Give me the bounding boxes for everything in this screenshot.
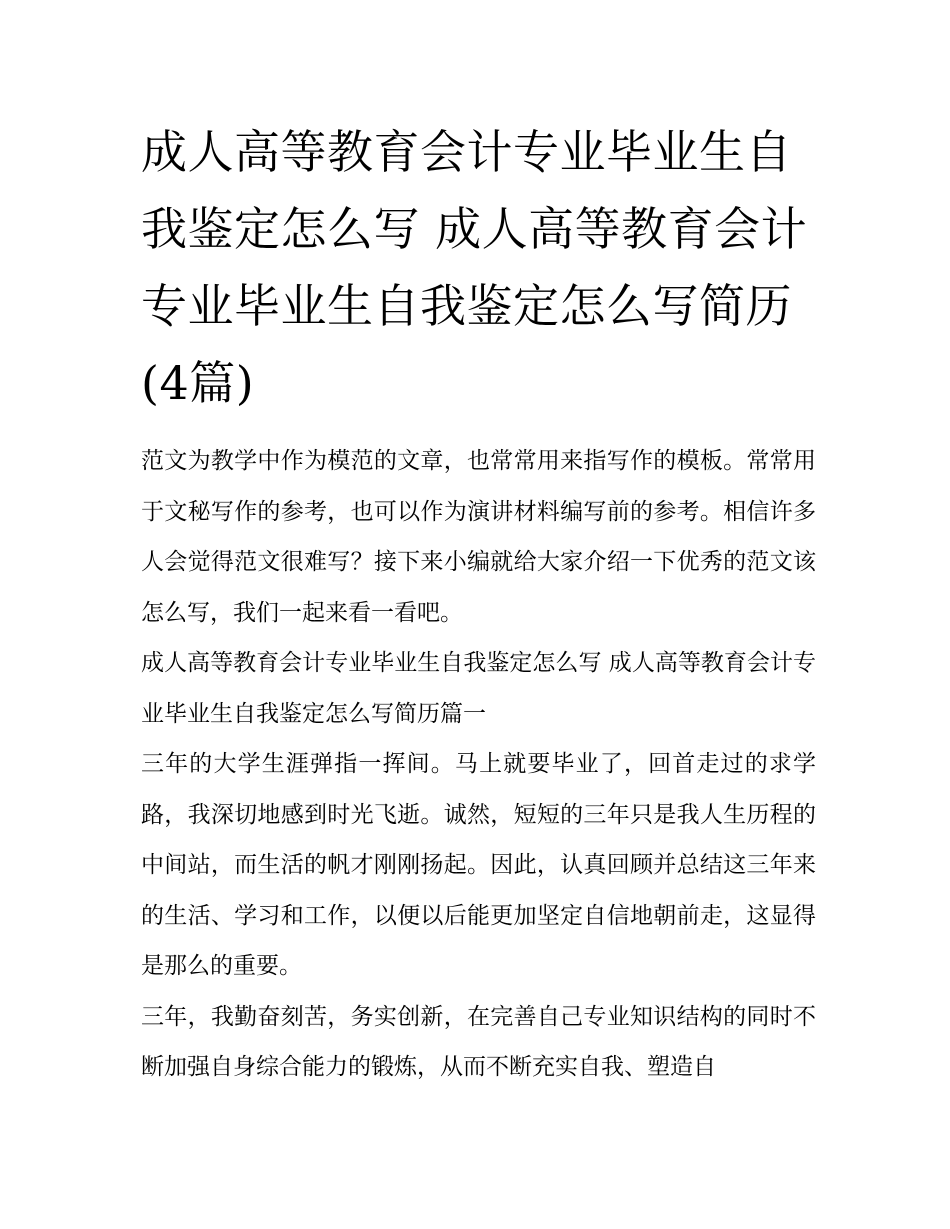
section-heading: 成人高等教育会计专业毕业生自我鉴定怎么写 成人高等教育会计专业毕业生自我鉴定怎么写简历篇一 [141,650,816,727]
intro-paragraph: 范文为教学中作为模范的文章，也常常用来指写作的模板。常常用于文秘写作的参考，也可以作为演讲材料编写前的参考。相信许多人会觉得范文很难写？接下来小编就给大家介绍一下优秀的范文该怎么写，我们一起来看一看吧。 [141,448,816,626]
document-title: 成人高等教育会计专业毕业生自我鉴定怎么写 成人高等教育会计专业毕业生自我鉴定怎么写简历(4篇) [141,125,808,410]
document-page [141,114,816,1093]
body-paragraph: 三年，我勤奋刻苦，务实创新，在完善自己专业知识结构的同时不断加强自身综合能力的锻炼，从而不断充实自我、塑造自 [141,1003,816,1080]
body-paragraph: 三年的大学生涯弹指一挥间。马上就要毕业了，回首走过的求学路，我深切地感到时光飞逝。诚然，短短的三年只是我人生历程的中间站，而生活的帆才刚刚扬起。因此，认真回顾并总结这三年来的生活、学习和工作，以便以后能更加坚定自信地朝前走，这显得是那么的重要。 [141,751,816,979]
